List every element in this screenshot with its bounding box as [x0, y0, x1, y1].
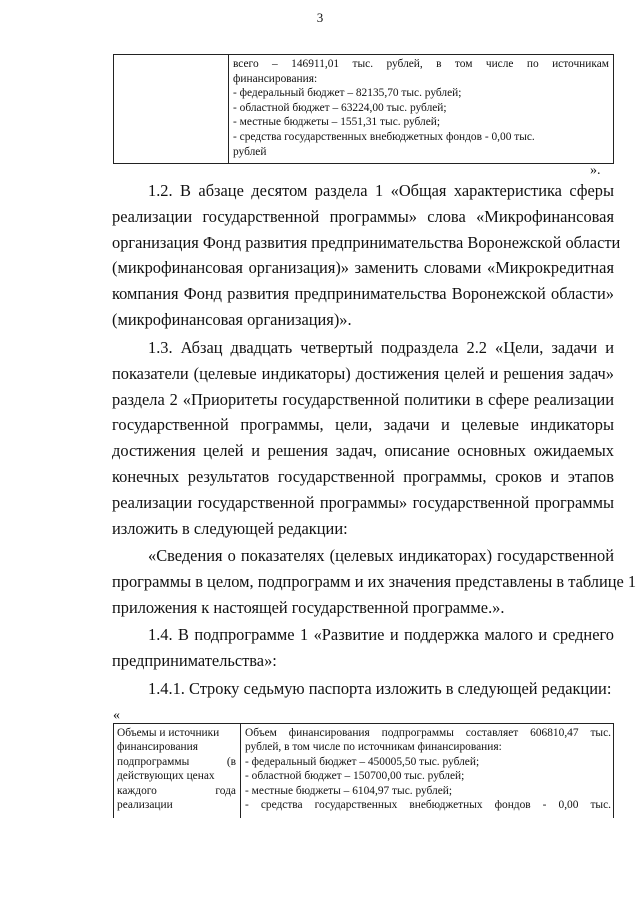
text-line: изложить в следующей редакции:	[112, 518, 348, 538]
funding-line: - федеральный бюджет – 450005,50 тыс. рублей;	[245, 755, 480, 768]
funding-line: - местные бюджеты – 1551,31 тыс. рублей;	[233, 116, 441, 129]
paragraph-1-2	[112, 178, 621, 333]
text-line: предпринимательства»:	[112, 650, 277, 670]
row-label-line: действующих ценах	[117, 770, 215, 783]
table-column-divider	[240, 724, 241, 818]
funding-line: - областной бюджет – 150700,00 тыс. рублей;	[245, 770, 465, 783]
row-label-cell	[117, 726, 236, 812]
text-line: 1.2. В абзаце десятом раздела 1 «Общая характеристика сферы	[148, 181, 614, 200]
funding-line: рублей, в том числе по источникам финансирования:	[245, 741, 502, 754]
row-label-line: реализации	[117, 799, 173, 812]
opening-quote: «	[113, 708, 120, 723]
text-line: реализации государственной программы» слова «Микрофинансовая	[112, 206, 614, 226]
funding-line: Объем финансирования подпрограммы составляет 606810,47 тыс.	[245, 727, 611, 739]
text-line: (микрофинансовая организация)» заменить словами «Микрокредитная	[112, 258, 614, 278]
row-label-line: подпрограммы (в	[117, 755, 236, 768]
funding-line: всего – 146911,01 тыс. рублей, в том числе по источникам	[233, 58, 609, 70]
funding-line: - местные бюджеты – 6104,97 тыс. рублей;	[245, 784, 453, 797]
text-line: 1.4.1. Строку седьмую паспорта изложить в следующей редакции:	[148, 679, 612, 698]
paragraph-1-4-1	[112, 676, 614, 702]
funding-line: рублей	[233, 145, 267, 158]
paragraph-1-4	[112, 622, 614, 674]
text-line: организация Фонд развития предпринимательства Воронежской области	[112, 232, 621, 252]
text-line: достижения целей и решения задач, описание основных ожидаемых	[112, 441, 614, 461]
row-label-line: Объемы и источники	[117, 727, 220, 739]
text-line: приложения к настоящей государственной программе.».	[112, 597, 505, 617]
text-line: программы в целом, подпрограмм и их значения представлены в таблице 1	[112, 571, 637, 591]
text-line: «Сведения о показателях (целевых индикаторах) государственной	[148, 546, 614, 565]
row-label-line: финансирования	[117, 741, 198, 754]
funding-line: - средства государственных внебюджетных фондов - 0,00 тыс.	[245, 799, 611, 812]
funding-table-bottom	[113, 723, 614, 818]
paragraph-1-3	[112, 335, 614, 541]
table-column-divider	[228, 55, 229, 163]
text-line: показатели (целевые индикаторы) достижения целей и решения задач»	[112, 363, 614, 383]
page-number: 3	[316, 10, 324, 25]
funding-line: - областной бюджет – 63224,00 тыс. рублей;	[233, 101, 447, 114]
paragraph-quote	[112, 543, 637, 620]
row-label-line: каждого года	[117, 784, 236, 797]
text-line: 1.4. В подпрограмме 1 «Развитие и поддержка малого и среднего	[148, 625, 614, 644]
text-line: государственной программы, цели, задачи и целевые индикаторы	[112, 415, 614, 435]
funding-line: - федеральный бюджет – 82135,70 тыс. рублей;	[233, 87, 462, 100]
text-line: 1.3. Абзац двадцать четвертый подраздела 2.2 «Цели, задачи и	[148, 338, 614, 357]
text-line: компания Фонд развития предпринимательства Воронежской области»	[112, 284, 614, 304]
funding-table-top	[113, 54, 614, 164]
row-value-cell	[245, 726, 611, 812]
text-line: конечных результатов государственной программы, сроков и этапов	[112, 466, 614, 486]
text-line: раздела 2 «Приоритеты государственной политики в сфере реализации	[112, 389, 614, 409]
funding-cell-top	[233, 57, 609, 159]
closing-quote: ».	[590, 163, 601, 178]
text-line: реализации государственной программы» государственной программы	[112, 492, 614, 512]
funding-line: финансирования:	[233, 72, 318, 85]
funding-line: - средства государственных внебюджетных фондов - 0,00 тыс.	[233, 130, 535, 143]
text-line: (микрофинансовая организация)».	[112, 309, 352, 329]
